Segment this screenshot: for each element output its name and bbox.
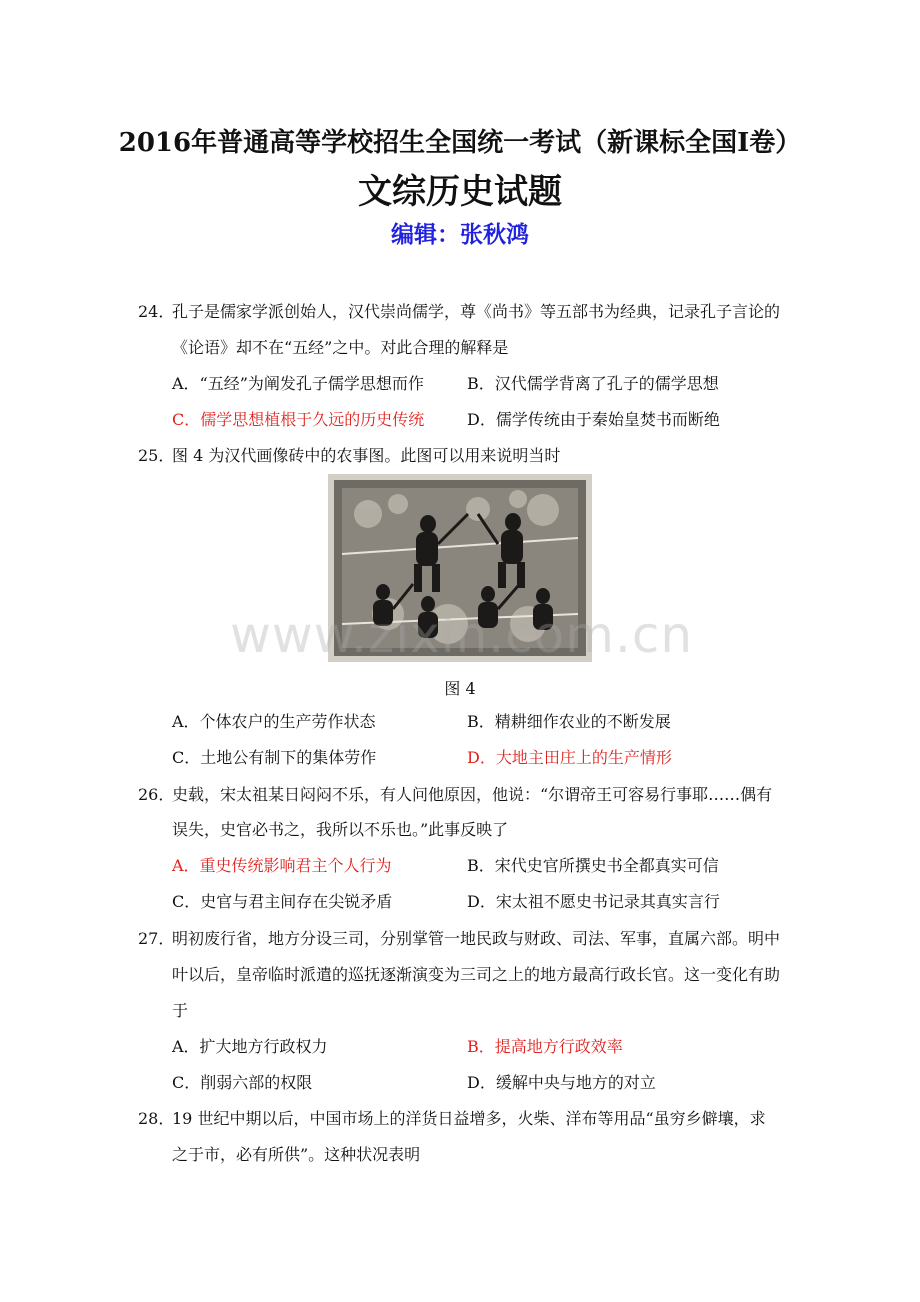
question-27-stem-line-1: 明初废行省，地方分设三司，分别掌管一地民政与财政、司法、军事，直属六部。明中 (172, 929, 781, 948)
question-28-stem-line-2: 之于市，必有所供”。这种状况表明 (172, 1145, 421, 1164)
exam-subtitle: 文综历史试题 (358, 172, 562, 212)
question-24-option-a[interactable]: A．“五经”为阐发孔子儒学思想而作 (172, 374, 424, 393)
question-24-stem-line-1: 孔子是儒家学派创始人，汉代崇尚儒学，尊《尚书》等五部书为经典，记录孔子言论的 (172, 302, 781, 321)
question-26-option-b[interactable]: B．宋代史官所撰史书全都真实可信 (467, 856, 719, 875)
question-25-option-a[interactable]: A．个体农户的生产劳作状态 (172, 712, 376, 731)
question-26-option-d[interactable]: D．宋太祖不愿史书记录其真实言行 (467, 892, 720, 911)
figure-caption: 图 4 (444, 679, 476, 698)
question-number-25: 25． (138, 446, 175, 465)
question-26-stem-line-2: 误失，史官必书之，我所以不乐也。”此事反映了 (172, 820, 509, 839)
question-27-option-c[interactable]: C．削弱六部的权限 (172, 1073, 313, 1092)
question-number-24: 24． (138, 302, 175, 321)
question-27-option-d[interactable]: D．缓解中央与地方的对立 (467, 1073, 656, 1092)
question-27-stem-line-2: 叶以后，皇帝临时派遣的巡抚逐渐演变为三司之上的地方最高行政长官。这一变化有助 (172, 965, 781, 984)
question-26-stem-line-1: 史载，宋太祖某日闷闷不乐，有人问他原因，他说：“尔谓帝王可容易行事耶……偶有 (172, 785, 773, 804)
question-25-option-d[interactable]: D．大地主田庄上的生产情形 (467, 748, 672, 767)
question-27-option-b[interactable]: B．提高地方行政效率 (467, 1037, 623, 1056)
question-24-option-d[interactable]: D．儒学传统由于秦始皇焚书而断绝 (467, 410, 720, 429)
question-28-stem-line-1: 19 世纪中期以后，中国市场上的洋货日益增多，火柴、洋布等用品“虽穷乡僻壤，求 (172, 1109, 766, 1128)
watermark: www.zixin.com.cn (230, 606, 694, 664)
question-24-option-c[interactable]: C．儒学思想植根于久远的历史传统 (172, 410, 425, 429)
question-number-28: 28． (138, 1109, 175, 1128)
question-27-option-a[interactable]: A．扩大地方行政权力 (172, 1037, 328, 1056)
exam-title: 2016年普通高等学校招生全国统一考试（新课标全国Ⅰ卷） (118, 128, 802, 158)
editor-credit: 编辑：张秋鸿 (391, 222, 529, 248)
question-25-option-b[interactable]: B．精耕细作农业的不断发展 (467, 712, 671, 731)
question-24-option-b[interactable]: B．汉代儒学背离了孔子的儒学思想 (467, 374, 719, 393)
question-27-stem-line-3: 于 (172, 1001, 189, 1020)
question-25-stem-line-1: 图 4 为汉代画像砖中的农事图。此图可以用来说明当时 (172, 446, 561, 465)
question-26-option-a[interactable]: A．重史传统影响君主个人行为 (172, 856, 392, 875)
question-number-27: 27． (138, 929, 175, 948)
question-number-26: 26． (138, 785, 175, 804)
question-25-option-c[interactable]: C．土地公有制下的集体劳作 (172, 748, 377, 767)
question-24-stem-line-2: 《论语》却不在“五经”之中。对此合理的解释是 (172, 338, 509, 357)
question-26-option-c[interactable]: C．史官与君主间存在尖锐矛盾 (172, 892, 393, 911)
